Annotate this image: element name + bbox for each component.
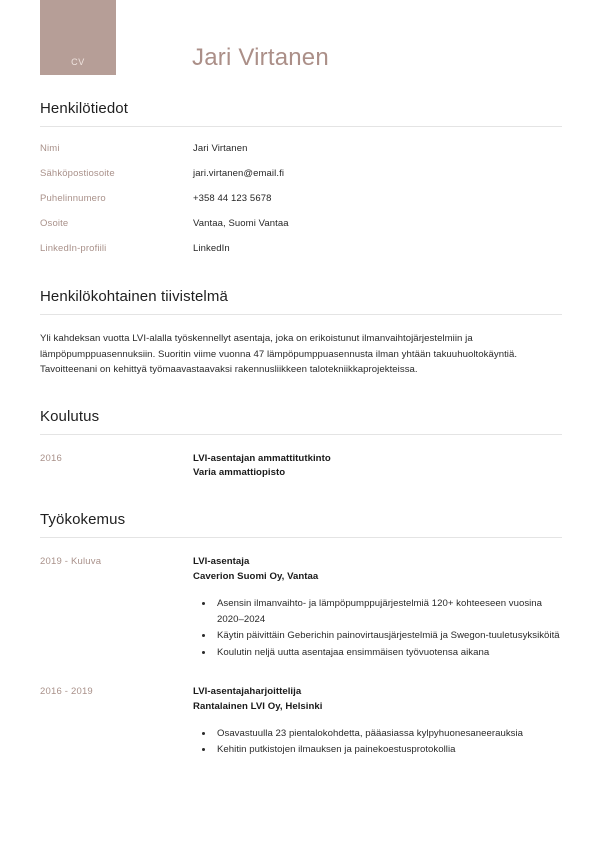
entry-title: LVI-asentajaharjoittelija — [193, 686, 302, 698]
experience-entries — [40, 538, 560, 759]
entry-organization: Varia ammattiopisto — [193, 467, 286, 479]
entry-bullet-list — [193, 726, 560, 758]
education-entries — [40, 435, 560, 482]
info-label: Osoite — [40, 218, 69, 229]
section-personal-info — [0, 100, 600, 254]
entry-organization: Rantalainen LVI Oy, Helsinki — [193, 701, 323, 713]
list-item — [40, 243, 560, 254]
summary-text: Yli kahdeksan vuotta LVI-alalla työskennellyt asentaja, joka on erikoistunut ilmanvaihtojärjestelmiin ja lämpöpumppuasennuksiin. Suoritin viime vuonna 47 lämpöpumppuasennusta ilman yhtään takuuhuoltokäyntiä. Tavoitteenani on kehittyä työmaavastaavaksi rakennusliikkeen talotekniikkaprojekteissa. — [40, 333, 518, 376]
info-value: Jari Virtanen — [193, 143, 248, 154]
section-title-personal: Henkilötiedot — [40, 100, 129, 117]
info-label: Puhelinnumero — [40, 193, 106, 204]
section-summary — [0, 288, 600, 378]
education-entry — [40, 452, 560, 482]
entry-title: LVI-asentajan ammattitutkinto — [193, 452, 331, 464]
entry-body — [193, 555, 560, 661]
cv-badge-label: CV — [71, 57, 85, 67]
list-item: • Käytin päivittäin Geberichin painovirtausjärjestelmiä ja Swegon-tuuletusyksiköitä — [214, 628, 560, 644]
entry-title: LVI-asentaja — [193, 556, 250, 568]
experience-entry — [40, 685, 560, 759]
page-title: Jari Virtanen — [192, 44, 329, 71]
linkedin-profile-link[interactable]: LinkedIn — [193, 243, 230, 254]
entry-date: 2016 - 2019 — [40, 686, 93, 698]
entry-body — [193, 452, 560, 482]
cv-badge — [40, 0, 116, 75]
cv-header — [0, 0, 600, 100]
info-value: +358 44 123 5678 — [193, 193, 272, 204]
spacer — [0, 254, 600, 288]
list-item: • Kehitin putkistojen ilmauksen ja painekoestusprotokollia — [214, 742, 560, 758]
list-item — [40, 143, 560, 154]
section-title-experience: Työkokemus — [40, 511, 126, 529]
list-item: • Asensin ilmanvaihto- ja lämpöpumppujärjestelmiä 120+ kohteeseen vuosina 2020–2024 — [214, 596, 560, 627]
spacer — [0, 481, 600, 511]
section-title-education: Koulutus — [40, 407, 100, 425]
info-value: Vantaa, Suomi Vantaa — [193, 218, 289, 229]
section-title-summary: Henkilökohtainen tiivistelmä — [40, 288, 228, 305]
section-education — [0, 408, 600, 482]
list-item: • Koulutin neljä uutta asentajaa ensimmäisen työvuotensa aikana — [214, 645, 560, 661]
spacer — [0, 378, 600, 408]
entry-bullet-list — [193, 596, 560, 660]
personal-info-list — [40, 127, 560, 254]
experience-entry — [40, 555, 560, 661]
info-label: LinkedIn-profiili — [40, 243, 107, 254]
entry-date: 2019 - Kuluva — [40, 556, 102, 568]
info-label: Sähköpostiosoite — [40, 168, 115, 179]
list-item — [40, 168, 560, 179]
entry-body — [193, 685, 560, 759]
info-label: Nimi — [40, 143, 60, 154]
entry-date: 2016 — [40, 452, 62, 464]
section-experience — [0, 511, 600, 759]
list-item: • Osavastuulla 23 pientalokohdetta, pääasiassa kylpyhuonesaneerauksia — [214, 726, 560, 742]
list-item — [40, 218, 560, 229]
spacer — [40, 661, 560, 685]
list-item — [40, 193, 560, 204]
info-value: jari.virtanen@email.fi — [193, 168, 285, 179]
entry-organization: Caverion Suomi Oy, Vantaa — [193, 571, 319, 583]
